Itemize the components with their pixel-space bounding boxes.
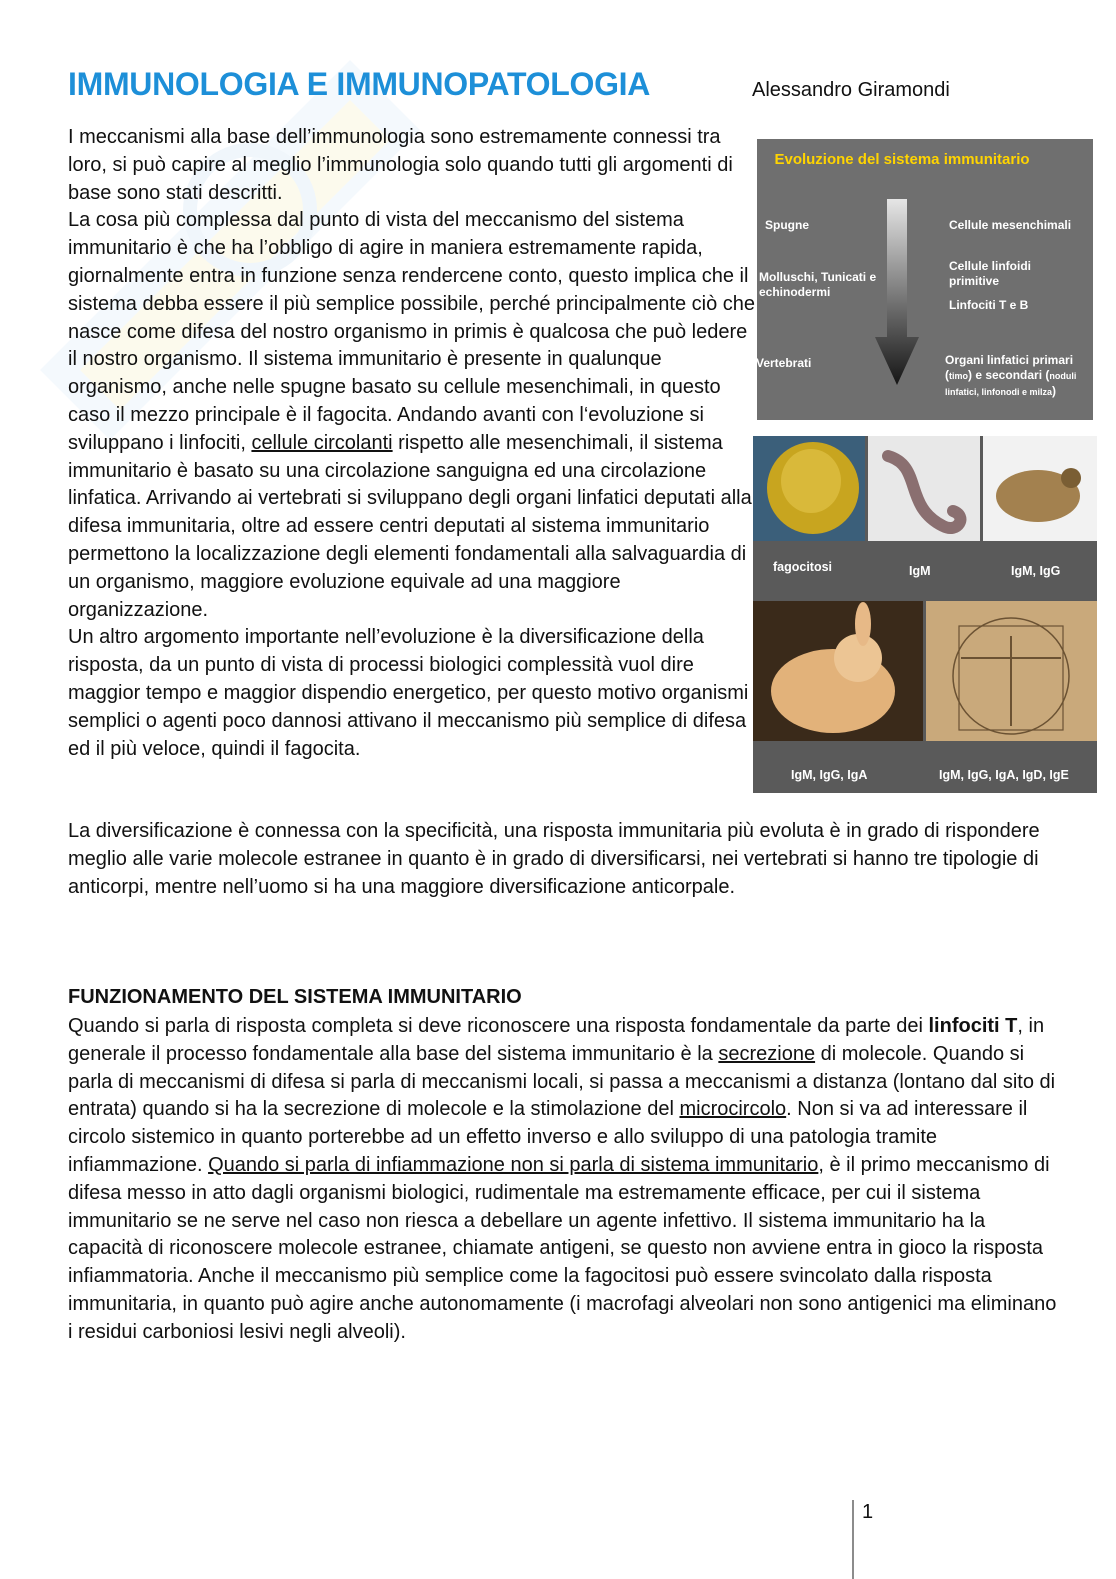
- label-fagocitosi: fagocitosi: [773, 560, 833, 574]
- label-organi-linfatici: Organi linfatici primari (timo) e secondari (noduli linfatici, linfonodi e milza): [945, 353, 1077, 398]
- label-igm-igg-iga-igd-ige: IgM, IgG, IgA, IgD, IgE: [939, 768, 1069, 782]
- bold-linfociti-t: linfociti T: [928, 1015, 1018, 1037]
- evolution-figure-title: Evoluzione del sistema immunitario: [774, 151, 1030, 168]
- organisms-photos: [753, 436, 1097, 793]
- intro-paragraph-3: Un altro argomento importante nell’evoluzione è la diversificazione della risposta, da un punto di vista di processi biologici complessità vuol dire maggior tempo e maggior dispendio energetico, per questo motivo organismi semplici o agenti poco dannosi attivano il meccanismo più semplice di difesa ed il più veloce, quindi il fagocita.: [68, 626, 749, 760]
- organisms-figure: [753, 436, 1097, 793]
- author-name: Alessandro Giramondi: [752, 79, 950, 101]
- intro-paragraph-1: I meccanismi alla base dell’immunologia sono estremamente connessi tra loro, si può capire al meglio l’immunologia solo quando tutti gli argomenti di base sono stati descritti.: [68, 126, 733, 204]
- document-title: IMMUNOLOGIA E IMMUNOPATOLOGIA: [68, 66, 651, 102]
- underlined-cellule-circolanti: cellule circolanti: [251, 431, 393, 454]
- intro-paragraph-2: La cosa più complessa dal punto di vista del meccanismo del sistema immunitario è che ha l’obbligo di agire in maniera estremamente rapida, giornalmente entra in funzione senza rendercene conto, questo implica che il sistema debba essere il più semplice possibile, perché principalmente ciò che nasce come difesa del nostro organismo in primis è qualcosa che può ledere il nostro organismo. Il sistema immunitario è presente in qualunque organismo, anche nelle spugne basato su cellule mesenchimali, in questo caso il mezzo principale è il fagocita. Andando avanti con l‘evoluzione si sviluppano i linfociti, cellule circolanti rispetto alle mesenchimali, il sistema immunitario è basato su una circolazione sanguigna ed una circolazione linfatica. Arrivando ai vertebrati si sviluppano degli organi linfatici deputati alla difesa immunitaria, oltre ad essere centri deputati al sistema immunitario permettono la localizzazione degli elementi fondamentali alla salvaguardia di un organismo, maggiore evoluzione equivale ad una maggiore organizzazione.: [68, 209, 756, 621]
- label-vertebrati: Vertebrati: [756, 356, 812, 370]
- underlined-microcircolo: microcircolo: [679, 1098, 787, 1121]
- label-cellule-linfoidi: Cellule linfoidi primitive: [949, 259, 1032, 288]
- label-linfociti: Linfociti T e B: [949, 298, 1029, 312]
- label-igm-igg: IgM, IgG: [1011, 564, 1061, 578]
- intro-column: [68, 124, 758, 763]
- page-number: 1: [862, 1501, 874, 1523]
- label-igm: IgM: [909, 564, 931, 578]
- intro-paragraph-4: La diversificazione è connessa con la specificità, una risposta immunitaria più evoluta è in grado di rispondere meglio alle varie molecole estranee in quanto è in grado di diversificarsi, nei vertebrati si hanno tre tipologie di anticorpi, mentre nell’uomo si ha una maggiore diversificazione anticorpale.: [68, 820, 1040, 898]
- label-igm-igg-iga: IgM, IgG, IgA: [791, 768, 868, 782]
- label-cellule-mesenchimali: Cellule mesenchimali: [949, 218, 1072, 232]
- evolution-figure: [757, 139, 1093, 420]
- section-paragraph: Quando si parla di risposta completa si deve riconoscere una risposta fondamentale da parte dei linfociti T, in generale il processo fondamentale alla base del sistema immunitario è la secrezione di molecole. Quando si parla di meccanismi di difesa si parla di meccanismi locali, si passa a meccanismi a distanza (lontano dal sito di entrata) quando si ha la secrezione di molecole e la stimolazione del microcircolo. Non si va ad interessare il circolo sistemico in quanto porterebbe ad un effetto inverso e allo sviluppo di una patologia tramite infiammazione. Quando si parla di infiammazione non si parla di sistema immunitario, è il primo meccanismo di difesa messo in atto dagli organismi biologici, rudimentale ma estremamente efficace, per cui il sistema immunitario se ne serve nel caso non riesca a debellare un agente infettivo. Il sistema immunitario ha la capacità di riconoscere molecole estranee, chiamate antigeni, se questo non avviene entra in gioco la risposta infiammatoria. Anche il meccanismo più semplice come la fagocitosi può essere svincolato dalla risposta immunitaria, in quanto può agire anche autonomamente (i macrofagi alveolari non sono antigenici ma eliminano i residui carboniosi lesivi negli alveoli).: [68, 1015, 1057, 1343]
- underlined-secrezione: secrezione: [718, 1042, 816, 1065]
- label-molluschi: Molluschi, Tunicati e echinodermi: [759, 270, 877, 299]
- down-arrow-icon: [875, 199, 919, 385]
- label-spugne: Spugne: [765, 218, 809, 232]
- section-title: FUNZIONAMENTO DEL SISTEMA IMMUNITARIO: [68, 986, 522, 1008]
- page-number-divider: [852, 1500, 854, 1579]
- underlined-infiammazione: Quando si parla di infiammazione non si parla di sistema immunitario: [208, 1153, 819, 1176]
